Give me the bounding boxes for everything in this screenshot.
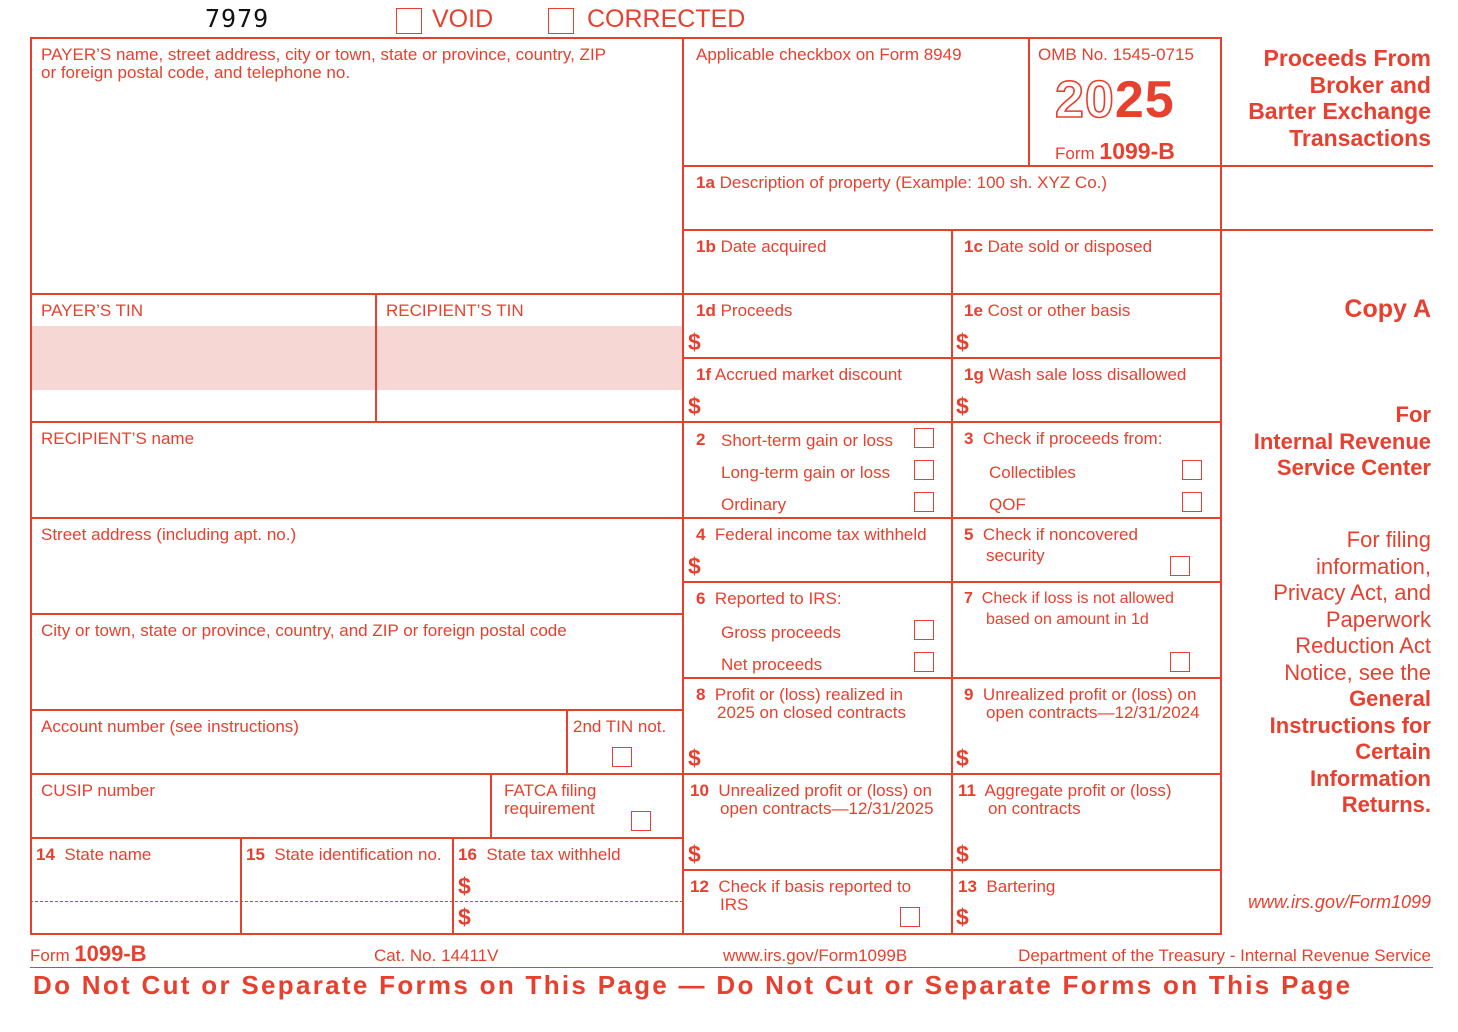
box11-dollar: $ [956, 841, 969, 867]
catalog-number: Cat. No. 14411V [374, 946, 499, 965]
box2-short-term-label: Short-term gain or loss [721, 431, 893, 450]
irs-center-label [1254, 402, 1431, 482]
box14-text: State name [64, 845, 152, 864]
box1a-label [696, 173, 1107, 192]
box1d-number: 1d [696, 301, 716, 320]
box7-checkbox[interactable] [1170, 652, 1190, 672]
box1b-number: 1b [696, 237, 716, 256]
box12-text: Check if basis reported to [718, 877, 912, 896]
box6-net-checkbox[interactable] [914, 652, 934, 672]
box1b-field[interactable] [684, 260, 949, 291]
second-tin-label: 2nd TIN not. [573, 717, 667, 736]
box2-ordinary-label: Ordinary [721, 495, 787, 514]
box15-label [246, 845, 442, 864]
box8-number: 8 [696, 685, 706, 704]
box1c-number: 1c [964, 237, 983, 256]
box16-label [458, 845, 621, 864]
box16-number: 16 [458, 845, 477, 864]
box4-number: 4 [696, 525, 706, 544]
box13-number: 13 [958, 877, 977, 896]
box2-long-term-label: Long-term gain or loss [721, 463, 891, 482]
payer-tin-field[interactable] [32, 326, 375, 390]
box1a-number: 1a [696, 173, 715, 192]
box1a-field[interactable] [684, 196, 1219, 227]
box13-dollar: $ [956, 904, 969, 930]
footer-form-prefix: Form [30, 946, 70, 965]
box10-text: Unrealized profit or (loss) on [718, 781, 932, 800]
form-title-line1: Proceeds From [1263, 45, 1431, 71]
cusip-field[interactable] [32, 804, 488, 835]
box16-dollar-2: $ [458, 904, 471, 930]
box7-label-line2: based on amount in 1d [986, 611, 1149, 628]
box2-long-term-checkbox[interactable] [914, 460, 934, 480]
fatca-label: FATCA filing [504, 781, 597, 800]
box13-label [958, 877, 1055, 896]
city-state-zip-label: City or town, state or province, country, and ZIP or foreign postal code [41, 621, 567, 640]
box1e-field[interactable] [975, 324, 1218, 355]
box10-number: 10 [690, 781, 709, 800]
state-tax-field[interactable] [478, 868, 680, 931]
box1g-number: 1g [964, 365, 984, 384]
box1a-text: Description of property (Example: 100 sh. XYZ Co.) [719, 173, 1108, 192]
form-code: 7979 [205, 4, 270, 33]
box7-text: Check if loss is not allowed [981, 590, 1174, 607]
fatca-label-line2: requirement [504, 799, 595, 818]
box1f-field[interactable] [706, 388, 949, 419]
box1d-dollar: $ [688, 329, 701, 355]
form-title-line3: Barter Exchange [1248, 98, 1431, 124]
box12-label-line2: IRS [720, 895, 749, 914]
form-title-line4: Transactions [1289, 124, 1431, 151]
footer-irs-link[interactable]: www.irs.gov/Form1099B [723, 946, 908, 965]
box6-number: 6 [696, 589, 706, 608]
box12-label [690, 877, 911, 896]
recipient-name-field[interactable] [32, 452, 680, 515]
payer-name-label-line2: or foreign postal code, and telephone no. [41, 63, 351, 82]
box1f-dollar: $ [688, 393, 701, 419]
state-name-field[interactable] [32, 868, 238, 931]
box3-number: 3 [964, 429, 974, 448]
department-label: Department of the Treasury - Internal Revenue Service [1018, 946, 1431, 965]
box2-short-term-checkbox[interactable] [914, 428, 934, 448]
box1e-text: Cost or other basis [987, 301, 1131, 320]
tax-year [1055, 72, 1175, 128]
footer-form-name [30, 941, 147, 967]
box1f-number: 1f [696, 365, 712, 384]
box6-net-label: Net proceeds [721, 655, 823, 674]
box1e-label [964, 301, 1130, 320]
box10-dollar: $ [688, 841, 701, 867]
box4-field[interactable] [706, 548, 949, 579]
box3-qof-label: QOF [989, 495, 1026, 514]
box14-label [36, 845, 151, 864]
box5-label [964, 525, 1138, 544]
box1e-number: 1e [964, 301, 983, 320]
box8-field[interactable] [706, 740, 949, 771]
filing-info-line7: General [1349, 686, 1431, 711]
box1g-label [964, 365, 1186, 384]
omb-number: OMB No. 1545-0715 [1038, 45, 1194, 64]
form-name-code: 1099-B [1099, 138, 1175, 164]
box14-number: 14 [36, 845, 55, 864]
box9-text: Unrealized profit or (loss) on [982, 685, 1197, 704]
footer-form-code: 1099-B [74, 941, 147, 966]
box6-gross-label: Gross proceeds [721, 623, 841, 642]
box2-ordinary-checkbox[interactable] [914, 492, 934, 512]
box1c-field[interactable] [953, 260, 1218, 291]
box3-qof-checkbox[interactable] [1182, 492, 1202, 512]
box6-text: Reported to IRS: [714, 589, 842, 608]
account-number-field[interactable] [32, 740, 564, 771]
box3-collectibles-checkbox[interactable] [1182, 460, 1202, 480]
filing-info-line10: Information [1310, 765, 1431, 791]
box9-label-line2: open contracts—12/31/2024 [986, 703, 1200, 722]
box1f-label [696, 365, 902, 384]
state-id-field[interactable] [242, 868, 450, 931]
box3-collectibles-label: Collectibles [989, 463, 1076, 482]
box7-number: 7 [964, 590, 973, 607]
box8-label-line2: 2025 on closed contracts [717, 703, 907, 722]
filing-info-line6: Notice, see the [1284, 659, 1431, 685]
payer-name-field[interactable] [32, 85, 680, 291]
void-label: VOID [432, 5, 494, 33]
city-state-zip-field[interactable] [32, 644, 680, 707]
box13-field[interactable] [975, 899, 1218, 931]
form-title-line2: Broker and [1309, 71, 1431, 98]
box9-dollar: $ [956, 745, 969, 771]
corrected-checkbox[interactable] [548, 8, 574, 34]
box1g-dollar: $ [956, 393, 969, 419]
street-address-label: Street address (including apt. no.) [41, 525, 297, 544]
box2-number: 2 [696, 430, 706, 449]
payer-name-label: PAYER’S name, street address, city or town, state or province, country, ZIP [41, 45, 607, 64]
irs-center-line3: Service Center [1276, 455, 1431, 480]
box9-field[interactable] [975, 740, 1218, 771]
box16-dollar-1: $ [458, 873, 471, 899]
fatca-checkbox[interactable] [631, 811, 651, 831]
filing-info-line11: Returns. [1341, 792, 1431, 817]
corrected-label: CORRECTED [587, 5, 746, 33]
void-checkbox[interactable] [396, 8, 422, 34]
tax-year-outline: 20 [1055, 71, 1115, 129]
box1c-text: Date sold or disposed [987, 237, 1153, 256]
do-not-cut-warning: Do Not Cut or Separate Forms on This Page — Do Not Cut or Separate Forms on This Page [33, 970, 1353, 1000]
second-tin-checkbox[interactable] [612, 747, 632, 767]
form-name-prefix: Form [1055, 144, 1095, 163]
box10-label [690, 781, 932, 800]
recipient-name-label: RECIPIENT’S name [41, 429, 195, 448]
box1d-field[interactable] [706, 324, 949, 355]
box5-label-line2: security [986, 546, 1045, 565]
recipient-tin-field[interactable] [377, 326, 682, 390]
box3-text: Check if proceeds from: [982, 429, 1163, 448]
box6-gross-checkbox[interactable] [914, 620, 934, 640]
box6-label [696, 589, 842, 608]
account-number-label: Account number (see instructions) [41, 717, 299, 736]
irs-center-line1: For [1395, 402, 1431, 427]
box1g-text: Wash sale loss disallowed [988, 365, 1187, 384]
box1c-label [964, 237, 1152, 256]
box7-label [964, 589, 1174, 608]
box1g-field[interactable] [975, 388, 1218, 419]
box1e-dollar: $ [956, 329, 969, 355]
box5-number: 5 [964, 525, 974, 544]
box4-label [696, 525, 927, 544]
box1d-text: Proceeds [720, 301, 793, 320]
box16-text: State tax withheld [486, 845, 621, 864]
sidebar-irs-link[interactable]: www.irs.gov/Form1099 [1247, 892, 1431, 912]
filing-info-line3: Privacy Act, and [1273, 580, 1431, 605]
box10-field[interactable] [706, 836, 949, 867]
box12-number: 12 [690, 877, 709, 896]
filing-info-line2: information, [1316, 553, 1431, 579]
cusip-label: CUSIP number [41, 781, 156, 800]
filing-info-line5: Reduction Act [1295, 633, 1431, 658]
box11-label [958, 781, 1172, 800]
box9-number: 9 [964, 685, 974, 704]
filing-info-note [1270, 527, 1431, 819]
box15-number: 15 [246, 845, 265, 864]
box11-label-line2: on contracts [988, 799, 1081, 818]
form8949-checkbox-label: Applicable checkbox on Form 8949 [696, 45, 962, 64]
box11-number: 11 [958, 781, 976, 800]
tax-year-solid: 25 [1114, 71, 1175, 129]
form-name-header [1055, 138, 1175, 165]
box10-label-line2: open contracts—12/31/2025 [720, 799, 934, 818]
filing-info-line8: Instructions for [1269, 712, 1431, 738]
filing-info-line1: For filing [1346, 527, 1431, 552]
street-address-field[interactable] [32, 548, 680, 611]
box1b-text: Date acquired [720, 237, 827, 256]
box9-label [964, 685, 1196, 704]
copy-a-label: Copy A [1344, 295, 1431, 323]
box1b-label [696, 237, 826, 256]
box4-text: Federal income tax withheld [714, 525, 927, 544]
box11-text: Aggregate profit or (loss) [984, 781, 1172, 800]
box1d-label [696, 301, 792, 320]
filing-info-line9: Certain [1355, 739, 1431, 764]
form-title [1248, 45, 1431, 151]
box11-field[interactable] [975, 836, 1218, 867]
box5-checkbox[interactable] [1170, 556, 1190, 576]
box4-dollar: $ [688, 553, 701, 579]
box8-label [696, 685, 903, 704]
recipient-tin-label: RECIPIENT’S TIN [386, 301, 524, 320]
box3-label [964, 429, 1162, 448]
payer-tin-label: PAYER’S TIN [41, 301, 144, 320]
filing-info-line4: Paperwork [1325, 606, 1431, 632]
box15-text: State identification no. [274, 845, 442, 864]
box1f-text: Accrued market discount [714, 365, 903, 384]
box12-checkbox[interactable] [900, 907, 920, 927]
box8-text: Profit or (loss) realized in [714, 685, 903, 704]
irs-center-line2: Internal Revenue [1253, 428, 1431, 454]
form8949-field[interactable] [684, 70, 1026, 163]
box13-text: Bartering [986, 877, 1056, 896]
box5-text: Check if noncovered [982, 525, 1138, 544]
box8-dollar: $ [688, 745, 701, 771]
